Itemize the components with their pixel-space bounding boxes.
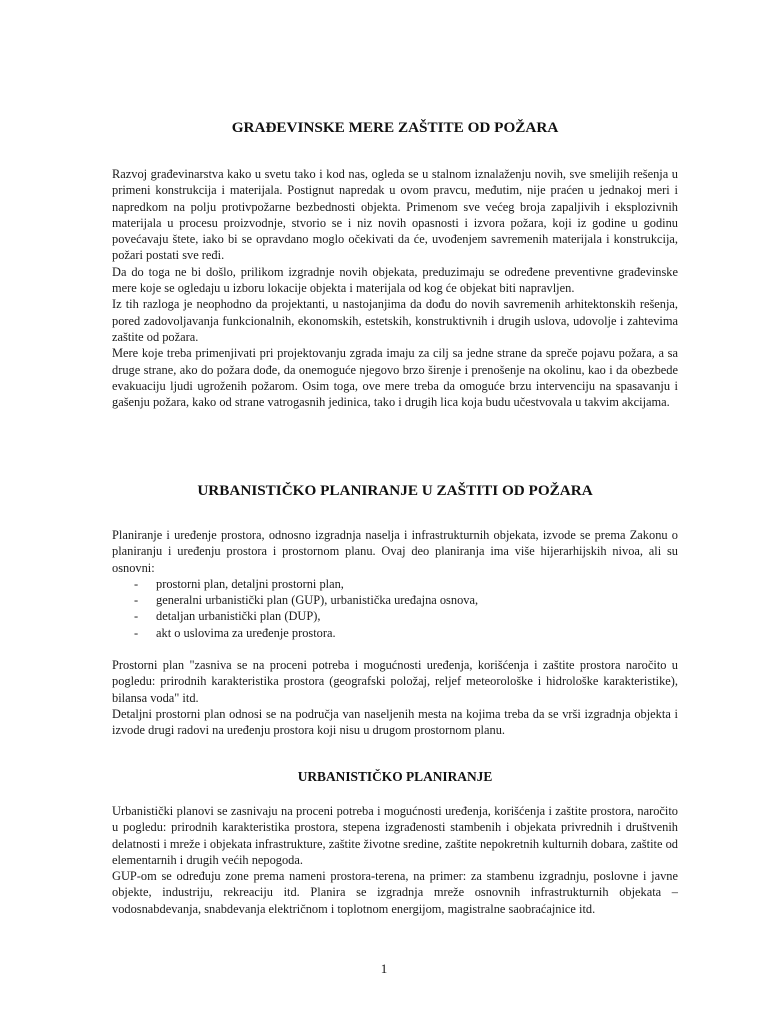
section-planning-intro (112, 527, 678, 641)
list-item-text: akt o uslovima za uređenje prostora. (156, 625, 336, 640)
list-item (112, 608, 678, 624)
list-item-text: prostorni plan, detaljni prostorni plan, (156, 576, 344, 591)
plan-levels-list (112, 576, 678, 641)
paragraph: Detaljni prostorni plan odnosi se na područja van naseljenih mesta na kojima treba da se vrši izgradnja objekta i izvode drugi radovi na uređenju prostora koji nisu u drugom prostornom planu. (112, 706, 678, 738)
list-dash: - (134, 625, 139, 640)
paragraph: GUP-om se određuju zone prema nameni prostora-terena, na primer: za stambenu izgradnju, poslovne i javne objekte, industriju, rekreaciju itd. Planira se izgradnja mreže osnovnih infrastrukturnih objekata – vodosnabdevanja, snabdevanja električnom i toplotnom energijom, magistralne saobraćajnice itd. (112, 869, 678, 916)
paragraph: Prostorni plan "zasniva se na proceni potreba i mogućnosti uređenja, korišćenja i zaštite prostora naročito u pogledu: prirodnih karakteristika prostora (geografski položaj, reljef meteorološke i hidrološke karakteristike), bilansa voda" itd. (112, 658, 678, 705)
section-heading-urban-planning: URBANISTIČKO PLANIRANJE (297, 769, 493, 784)
paragraph: Planiranje i uređenje prostora, odnosno izgradnja naselja i infrastrukturnih objekata, izvode se prema Zakonu o planiranju i uređenju prostora i prostornom planu. Ovaj deo planiranja ima više hijerarhijskih nivoa, ali su osnovni: (112, 528, 678, 575)
section-urban-planning (112, 803, 678, 917)
list-dash: - (134, 576, 139, 591)
paragraph: Urbanistički planovi se zasnivaju na proceni potreba i mogućnosti uređenja, korišćenja i zaštite prostora, naročito u pogledu: prirodnih karakteristika prostora, stepena izgrađenosti stambenih i objekata privrednih i društvenih delatnosti i mreže i objekata infrastrukture, zaštite životne sredine, zaštite nepokretnih kulturnih dobara, zaštite od elementarnih i drugih većih nepogoda. (112, 804, 678, 867)
list-dash: - (134, 609, 139, 624)
section-spatial-plan (112, 657, 678, 738)
list-item (112, 625, 678, 641)
list-dash: - (134, 593, 139, 608)
list-item (112, 592, 678, 608)
main-heading: GRAĐEVINSKE MERE ZAŠTITE OD POŽARA (231, 119, 559, 136)
list-item (112, 576, 678, 592)
section-heading-urban-fire: URBANISTIČKO PLANIRANJE U ZAŠTITI OD POŽARA (197, 482, 593, 499)
paragraph: Iz tih razloga je neophodno da projektanti, u nastojanjima da dođu do novih savremenih arhitektonskih rešenja, pored zadovoljavanja funkcionalnih, ekonomskih, estetskih, konstruktivnih i drugih uslova, udovolje i zahtevima zaštite od požara. (112, 297, 678, 344)
list-item-text: detaljan urbanistički plan (DUP), (156, 609, 321, 624)
list-item-text: generalni urbanistički plan (GUP), urbanistička uređajna osnova, (156, 593, 479, 608)
page-number: 1 (380, 961, 388, 976)
paragraph: Mere koje treba primenjivati pri projektovanju zgrada imaju za cilj sa jedne strane da spreče pojavu požara, a sa druge strane, ako do požara dođe, da onemoguće njegovo brzo širenje i prenošenje na okolinu, kao i da obezbede evakuaciju ljudi ugroženih požarom. Osim toga, ove mere treba da omoguće brzu intervenciju na spasavanju i gašenju požara, kako od strane vatrogasnih jedinica, tako i drugih lica koja budu učestvovala u takvim akcijama. (112, 346, 678, 410)
section-intro (112, 166, 678, 410)
paragraph: Razvoj građevinarstva kako u svetu tako i kod nas, ogleda se u stalnom iznalaženju novih, sve smelijih rešenja u primeni konstrukcija i materijala. Postignut napredak u ovom pravcu, međutim, nije praćen u jednakoj meri i napredkom na polju protivpožarne bezbednosti objekta. Primenom sve većeg broja zapaljivih i eksplozivnih materijala u procesu proizvodnje, stvorio se i niz novih opasnosti i izvora požara, koji iz godine u godinu povećavaju štete, iako bi se opravdano moglo očekivati da će, uvođenjem savremenih materijala i konstrukcija, požari postati sve ređi. (112, 167, 678, 263)
paragraph: Da do toga ne bi došlo, prilikom izgradnje novih objekata, preduzimaju se određene preventivne građevinske mere koje se ogledaju u izboru lokacije objekta i materijala od kog će objekat biti napravljen. (112, 264, 678, 296)
